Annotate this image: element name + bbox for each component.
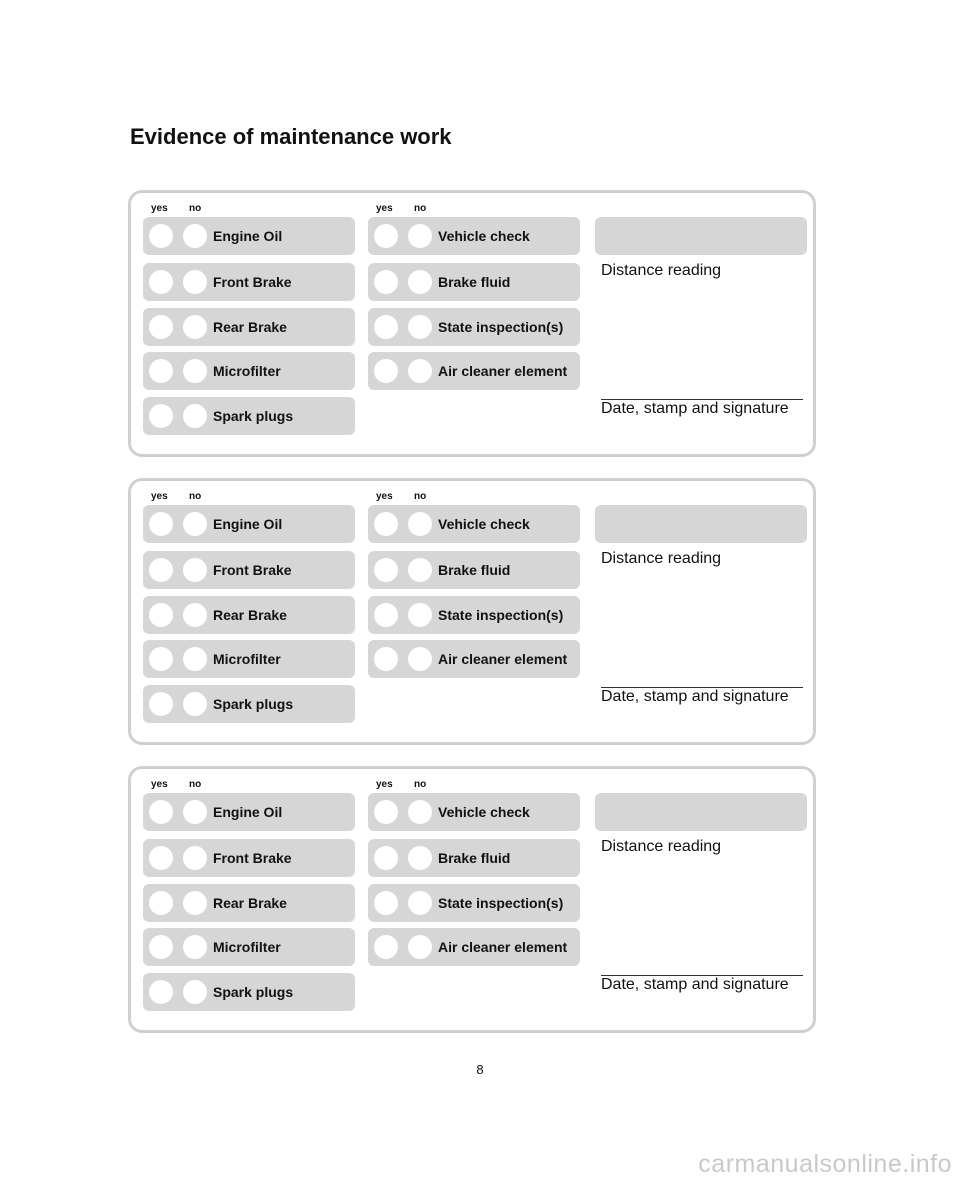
checklist-item — [143, 839, 355, 877]
yes-radio[interactable] — [149, 603, 173, 627]
checklist-item — [368, 505, 580, 543]
checklist-item-label: Spark plugs — [213, 408, 294, 424]
no-radio[interactable] — [183, 224, 207, 248]
maintenance-record-card — [128, 766, 816, 1033]
no-radio[interactable] — [408, 315, 432, 339]
checklist-item — [143, 397, 355, 435]
yes-radio[interactable] — [149, 935, 173, 959]
yes-radio[interactable] — [149, 558, 173, 582]
no-radio[interactable] — [183, 315, 207, 339]
no-radio[interactable] — [408, 224, 432, 248]
checklist-item-label: Microfilter — [213, 651, 281, 667]
page-title: Evidence of maintenance work — [130, 124, 452, 149]
no-radio[interactable] — [183, 935, 207, 959]
checklist-item-label: Brake fluid — [438, 562, 511, 578]
checklist-item-label: Engine Oil — [213, 228, 283, 244]
no-radio[interactable] — [183, 603, 207, 627]
checklist-item — [368, 217, 580, 255]
checklist-item-label: Vehicle check — [438, 516, 530, 532]
checklist-item — [143, 685, 355, 723]
checklist-item — [368, 839, 580, 877]
no-radio[interactable] — [183, 558, 207, 582]
checklist-item — [368, 928, 580, 966]
checklist-item-label: State inspection(s) — [438, 607, 564, 623]
yes-column-header: yes — [151, 491, 168, 502]
no-radio[interactable] — [408, 603, 432, 627]
maintenance-record-card — [128, 190, 816, 457]
checklist-item — [143, 263, 355, 301]
yes-radio[interactable] — [149, 270, 173, 294]
yes-radio[interactable] — [374, 359, 398, 383]
checklist-item-label: Rear Brake — [213, 895, 287, 911]
no-column-header: no — [414, 491, 427, 502]
checklist-item-label: Brake fluid — [438, 274, 511, 290]
checklist-item — [368, 596, 580, 634]
checklist-item — [143, 793, 355, 831]
yes-radio[interactable] — [374, 512, 398, 536]
checklist-item-label: State inspection(s) — [438, 895, 564, 911]
no-radio[interactable] — [183, 270, 207, 294]
checklist-item — [143, 217, 355, 255]
checklist-item-label: Air cleaner element — [438, 363, 568, 379]
yes-radio[interactable] — [374, 647, 398, 671]
checklist-item-label: Air cleaner element — [438, 651, 568, 667]
yes-radio[interactable] — [149, 647, 173, 671]
no-radio[interactable] — [408, 270, 432, 294]
no-radio[interactable] — [183, 359, 207, 383]
checklist-item — [143, 551, 355, 589]
no-radio[interactable] — [183, 980, 207, 1004]
yes-column-header: yes — [151, 779, 168, 790]
checklist-item — [143, 308, 355, 346]
checklist-item-label: Engine Oil — [213, 516, 283, 532]
yes-radio[interactable] — [374, 270, 398, 294]
checklist-item — [143, 928, 355, 966]
signature-label: Date, stamp and signature — [601, 400, 789, 417]
yes-radio[interactable] — [374, 891, 398, 915]
yes-radio[interactable] — [374, 315, 398, 339]
yes-column-header: yes — [376, 203, 393, 214]
yes-column-header: yes — [376, 779, 393, 790]
checklist-item-label: Front Brake — [213, 850, 292, 866]
no-radio[interactable] — [408, 891, 432, 915]
yes-column-header: yes — [151, 203, 168, 214]
no-radio[interactable] — [408, 800, 432, 824]
checklist-item-label: Air cleaner element — [438, 939, 568, 955]
watermark: carmanualsonline.info — [698, 1150, 952, 1178]
checklist-item — [368, 793, 580, 831]
no-radio[interactable] — [408, 935, 432, 959]
checklist-item-label: Spark plugs — [213, 984, 294, 1000]
yes-radio[interactable] — [149, 359, 173, 383]
checklist-item — [143, 352, 355, 390]
checklist-item-label: Vehicle check — [438, 804, 530, 820]
checklist-item — [368, 884, 580, 922]
distance-reading-field[interactable] — [595, 793, 807, 831]
checklist-item-label: Microfilter — [213, 363, 281, 379]
no-column-header: no — [414, 203, 427, 214]
yes-radio[interactable] — [374, 558, 398, 582]
yes-radio[interactable] — [149, 891, 173, 915]
yes-radio[interactable] — [149, 224, 173, 248]
no-radio[interactable] — [183, 846, 207, 870]
checklist-item — [143, 596, 355, 634]
yes-radio[interactable] — [374, 224, 398, 248]
no-column-header: no — [189, 779, 202, 790]
yes-radio[interactable] — [149, 404, 173, 428]
checklist-item-label: Front Brake — [213, 274, 292, 290]
no-radio[interactable] — [183, 891, 207, 915]
distance-reading-label: Distance reading — [601, 550, 722, 567]
distance-reading-field[interactable] — [595, 217, 807, 255]
checklist-item-label: Vehicle check — [438, 228, 530, 244]
checklist-item — [143, 884, 355, 922]
no-column-header: no — [189, 491, 202, 502]
checklist-item-label: State inspection(s) — [438, 319, 564, 335]
checklist-item-label: Front Brake — [213, 562, 292, 578]
no-radio[interactable] — [183, 800, 207, 824]
yes-radio[interactable] — [374, 935, 398, 959]
distance-reading-label: Distance reading — [601, 838, 722, 855]
no-radio[interactable] — [408, 647, 432, 671]
signature-label: Date, stamp and signature — [601, 976, 789, 993]
no-radio[interactable] — [408, 512, 432, 536]
no-radio[interactable] — [183, 404, 207, 428]
yes-radio[interactable] — [149, 980, 173, 1004]
page-number: 8 — [476, 1062, 484, 1077]
no-radio[interactable] — [408, 558, 432, 582]
no-radio[interactable] — [408, 846, 432, 870]
no-radio[interactable] — [183, 647, 207, 671]
yes-radio[interactable] — [374, 846, 398, 870]
yes-radio[interactable] — [149, 692, 173, 716]
checklist-item — [368, 352, 580, 390]
yes-radio[interactable] — [149, 315, 173, 339]
checklist-item-label: Brake fluid — [438, 850, 511, 866]
checklist-item-label: Rear Brake — [213, 607, 287, 623]
no-radio[interactable] — [183, 512, 207, 536]
checklist-item — [368, 263, 580, 301]
yes-radio[interactable] — [374, 800, 398, 824]
maintenance-record-card — [128, 478, 816, 745]
no-radio[interactable] — [408, 359, 432, 383]
yes-radio[interactable] — [374, 603, 398, 627]
checklist-item-label: Rear Brake — [213, 319, 287, 335]
distance-reading-field[interactable] — [595, 505, 807, 543]
checklist-item-label: Spark plugs — [213, 696, 294, 712]
no-column-header: no — [414, 779, 427, 790]
checklist-item — [368, 551, 580, 589]
checklist-item — [368, 640, 580, 678]
yes-radio[interactable] — [149, 800, 173, 824]
checklist-item — [368, 308, 580, 346]
no-radio[interactable] — [183, 692, 207, 716]
checklist-item — [143, 640, 355, 678]
checklist-item — [143, 973, 355, 1011]
yes-radio[interactable] — [149, 512, 173, 536]
yes-radio[interactable] — [149, 846, 173, 870]
checklist-item-label: Microfilter — [213, 939, 281, 955]
signature-label: Date, stamp and signature — [601, 688, 789, 705]
yes-column-header: yes — [376, 491, 393, 502]
no-column-header: no — [189, 203, 202, 214]
distance-reading-label: Distance reading — [601, 262, 722, 279]
checklist-item — [143, 505, 355, 543]
checklist-item-label: Engine Oil — [213, 804, 283, 820]
